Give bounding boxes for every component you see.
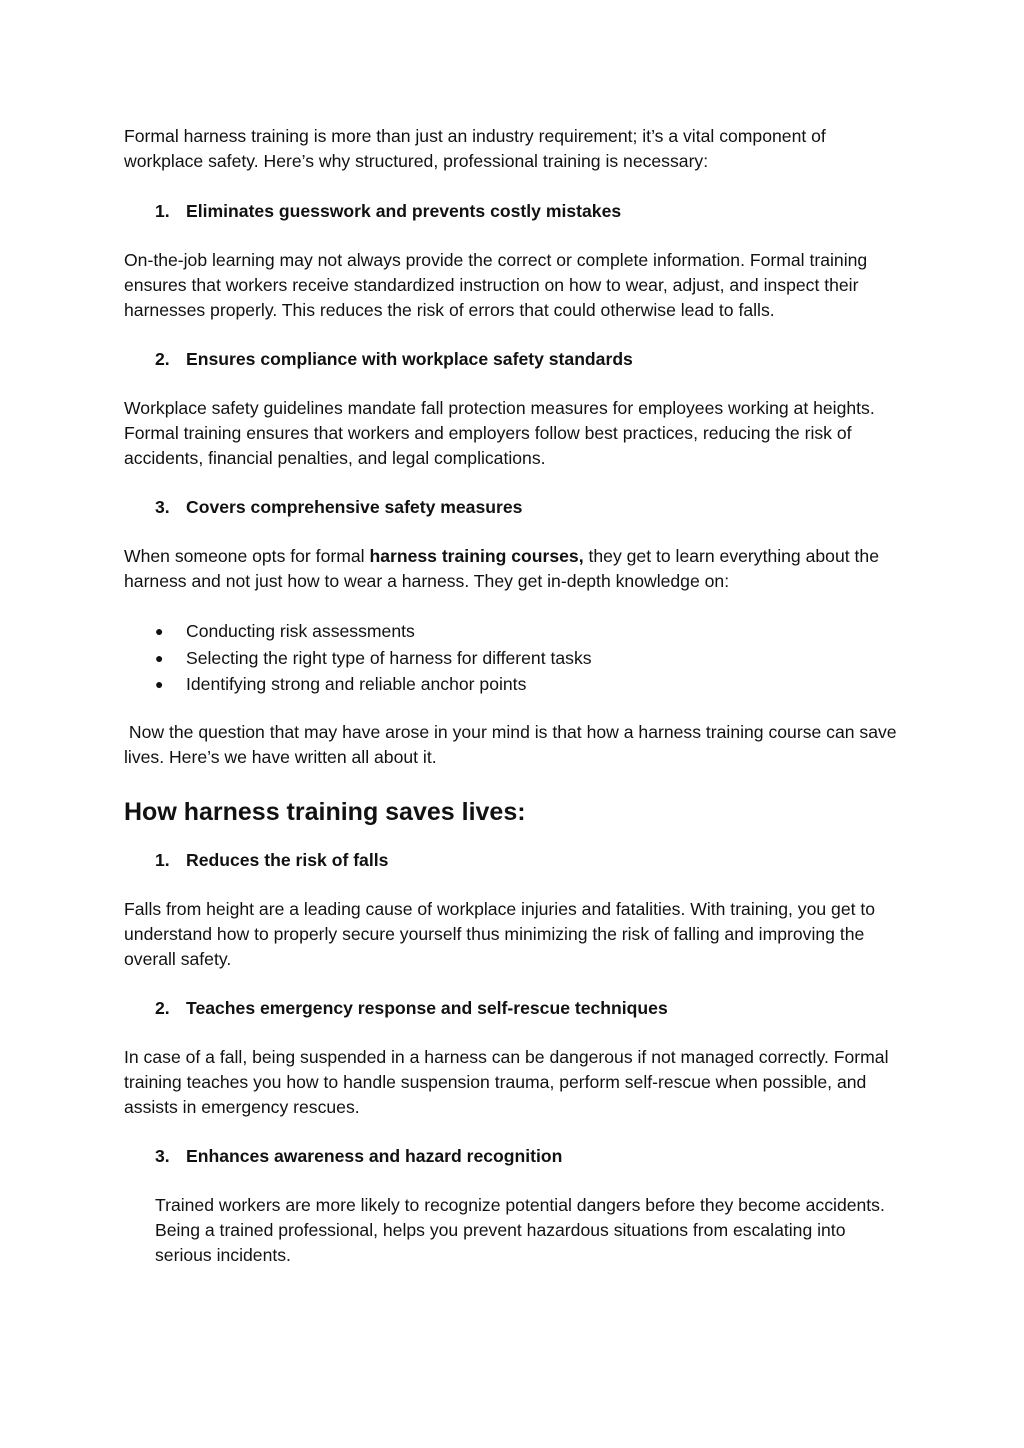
list-heading-text: Covers comprehensive safety measures (186, 497, 523, 517)
list-heading-text: Enhances awareness and hazard recognition (186, 1145, 563, 1166)
section-heading-saves-lives: How harness training saves lives: (124, 797, 526, 826)
numbered-heading-eliminates-guesswork (124, 199, 900, 224)
numbered-heading-hazard-recognition (124, 1144, 900, 1169)
list-number: 2. (155, 997, 170, 1018)
bold-phrase-harness-training-courses: harness training courses, (369, 546, 584, 566)
numbered-heading-ensures-compliance (124, 347, 900, 372)
list-number: 2. (155, 349, 170, 369)
paragraph-text-start: When someone opts for formal (124, 546, 370, 566)
paragraph-workplace-guidelines: Workplace safety guidelines mandate fall protection measures for employees working at heights. Formal training ensures that workers and employers follow best practices, reducing the risk of accidents, financial penalties, and legal complications. (124, 398, 875, 468)
intro-paragraph: Formal harness training is more than just an industry requirement; it’s a vital component of workplace safety. Here’s why structured, professional training is necessary: (124, 126, 826, 171)
numbered-heading-emergency-response (124, 996, 900, 1021)
list-heading-text: Ensures compliance with workplace safety standards (186, 349, 633, 369)
paragraph-trained-workers: Trained workers are more likely to recognize potential dangers before they become accidents. Being a trained professional, helps you prevent hazardous situations from escalating into serious incidents. (155, 1194, 885, 1265)
list-item (124, 618, 900, 645)
list-heading-text: Teaches emergency response and self-rescue techniques (186, 997, 668, 1018)
list-item-text: Selecting the right type of harness for different tasks (186, 647, 592, 668)
list-number: 3. (155, 1145, 170, 1166)
list-number: 1. (155, 849, 170, 870)
numbered-heading-reduces-risk (124, 848, 900, 873)
list-item-text: Identifying strong and reliable anchor points (186, 674, 527, 694)
list-number: 3. (155, 497, 170, 517)
paragraph-text-end: they get to learn everything about the harness and not just how to wear a harness. They get in-depth knowledge on: (124, 546, 879, 591)
paragraph-case-of-fall: In case of a fall, being suspended in a harness can be dangerous if not managed correctly. Formal training teaches you how to handle suspension trauma, perform self-rescue when possible, and assists in emergency rescues. (124, 1046, 889, 1117)
paragraph-on-the-job-learning: On-the-job learning may not always provide the correct or complete information. Formal training ensures that workers receive standardized instruction on how to wear, adjust, and inspect their harnesses properly. This reduces the risk of errors that could otherwise lead to falls. (124, 250, 868, 320)
bullet-icon: ● (155, 623, 164, 639)
paragraph-formal-courses (124, 544, 900, 594)
list-number: 1. (155, 201, 170, 221)
bullet-icon: ● (155, 649, 164, 666)
paragraph-falls-from-height: Falls from height are a leading cause of workplace injuries and fatalities. With training, you get to understand how to properly secure yourself thus minimizing the risk of falling and improving the overall safety. (124, 898, 876, 969)
paragraph-transition: Now the question that may have arose in your mind is that how a harness training course can save lives. Here’s we have written all about it. (124, 721, 902, 767)
list-item-text: Conducting risk assessments (186, 621, 415, 641)
list-heading-text: Reduces the risk of falls (186, 849, 389, 870)
numbered-heading-comprehensive-measures (124, 495, 900, 520)
list-item (124, 671, 900, 698)
list-heading-text: Eliminates guesswork and prevents costly mistakes (186, 201, 622, 221)
bullet-icon: ● (155, 676, 164, 692)
list-item (124, 645, 900, 672)
knowledge-bullet-list (124, 618, 900, 698)
